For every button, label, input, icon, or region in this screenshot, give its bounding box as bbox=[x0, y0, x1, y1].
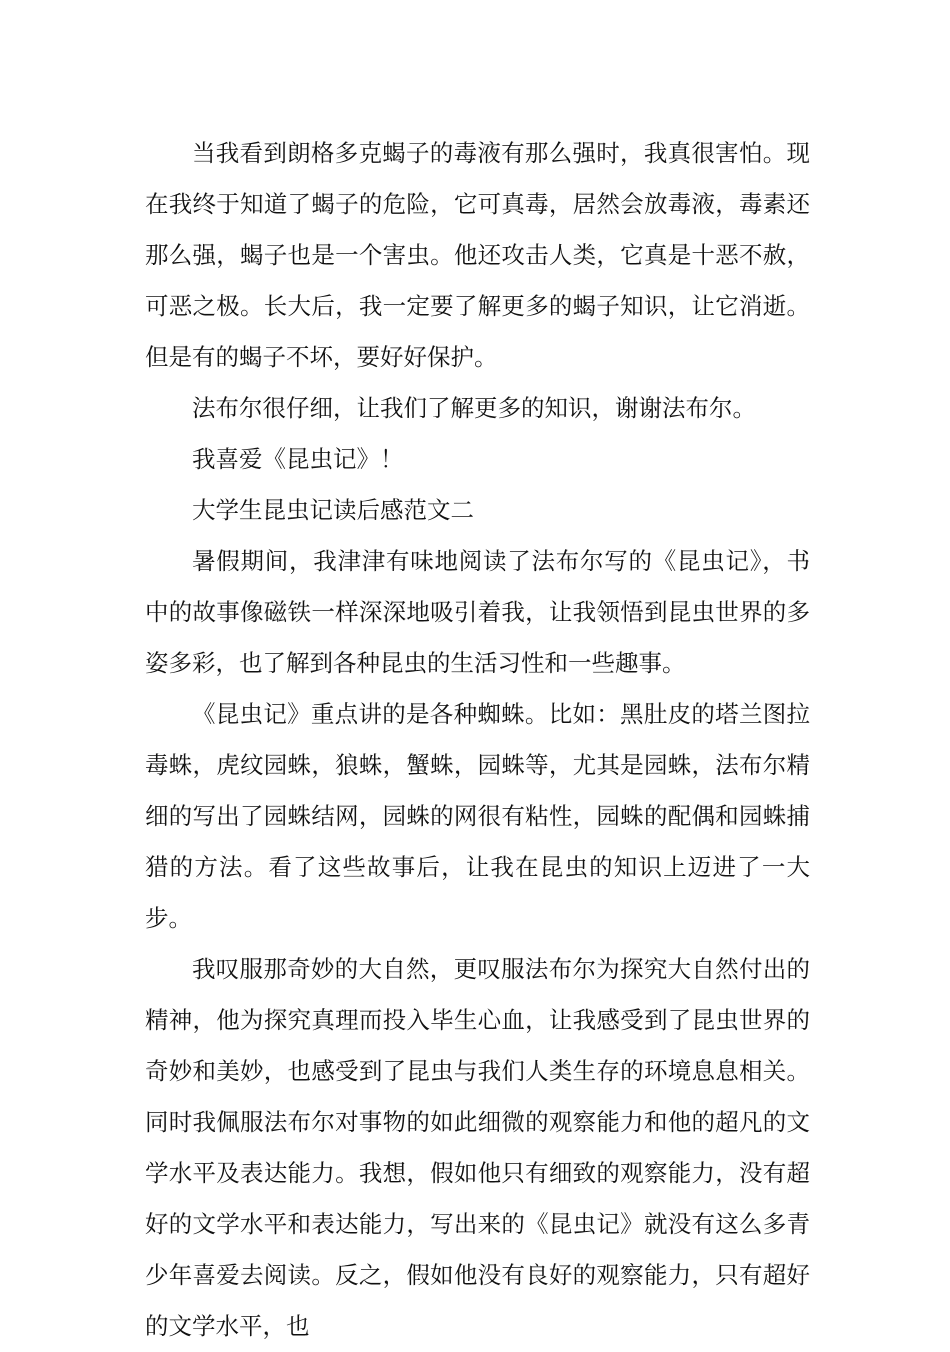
paragraph-thanks-fabre: 法布尔很仔细，让我们了解更多的知识，谢谢法布尔。 bbox=[192, 394, 756, 422]
paragraph-spiders: 《昆虫记》重点讲的是各种蜘蛛。比如：黑肚皮的塔兰图拉毒蛛，虎纹园蛛，狼蛛，蟹蛛，园蛛等，尤其是园蛛，法布尔精细的写出了园蛛结网，园蛛的网很有粘性，园蛛的配偶和园蛛捕猎的方法。看了这些故事后，让我在昆虫的知识上迈进了一大步。 bbox=[145, 700, 810, 932]
paragraph-admiration: 我叹服那奇妙的大自然，更叹服法布尔为探究大自然付出的精神，他为探究真理而投入毕生心血，让我感受到了昆虫世界的奇妙和美妙，也感受到了昆虫与我们人类生存的环境息息相关。同时我佩服法布尔对事物的如此细微的观察能力和他的超凡的文学水平及表达能力。我想，假如他只有细致的观察能力，没有超好的文学水平和表达能力，写出来的《昆虫记》就没有这么多青少年喜爱去阅读。反之，假如他没有良好的观察能力，只有超好的文学水平，也 bbox=[145, 955, 810, 1340]
paragraph-love-book: 我喜爱《昆虫记》！ bbox=[192, 445, 404, 473]
paragraph-summer-reading: 暑假期间，我津津有味地阅读了法布尔写的《昆虫记》，书中的故事像磁铁一样深深地吸引着我，让我领悟到昆虫世界的多姿多彩，也了解到各种昆虫的生活习性和一些趣事。 bbox=[145, 547, 810, 677]
paragraph-scorpion: 当我看到朗格多克蝎子的毒液有那么强时，我真很害怕。现在我终于知道了蝎子的危险，它可真毒，居然会放毒液，毒素还那么强，蝎子也是一个害虫。他还攻击人类，它真是十恶不赦，可恶之极。长大后，我一定要了解更多的蝎子知识，让它消逝。但是有的蝎子不坏，要好好保护。 bbox=[145, 139, 810, 371]
document-body bbox=[145, 128, 810, 1352]
section-heading: 大学生昆虫记读后感范文二 bbox=[192, 496, 474, 524]
